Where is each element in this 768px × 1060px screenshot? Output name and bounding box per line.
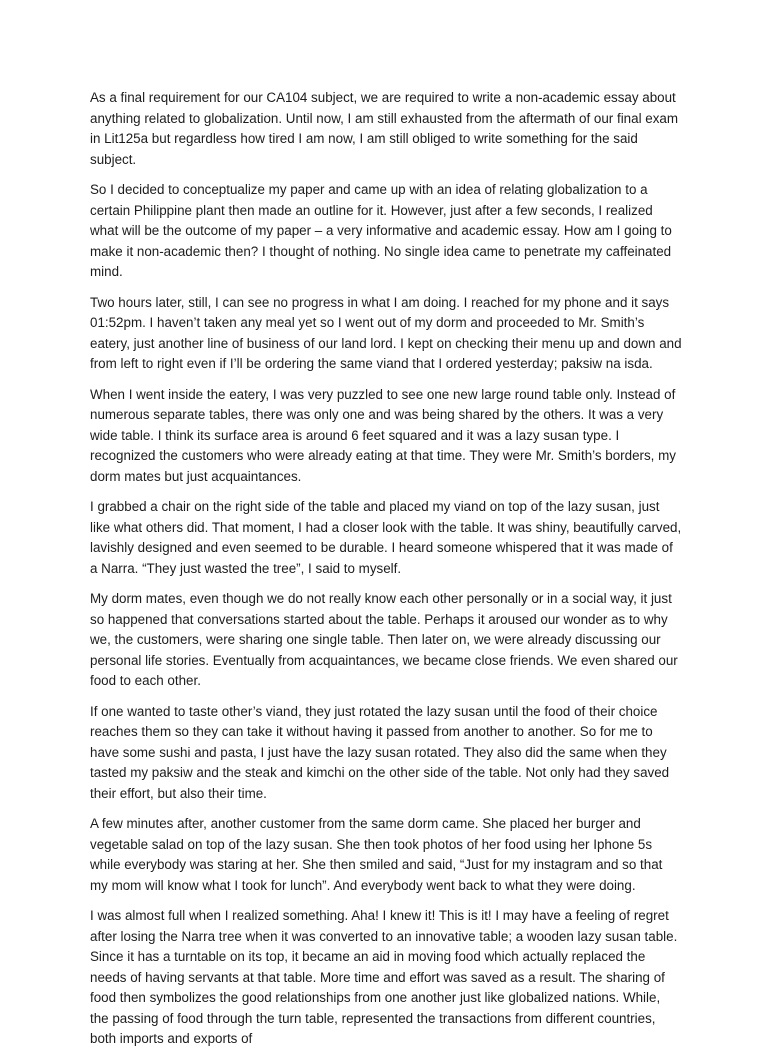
paragraph-8: A few minutes after, another customer from the same dorm came. She placed her burger and vegetable salad on top of the lazy susan. She then took photos of her food using her Iphone 5s while everybody was staring at her. She then smiled and said, “Just for my instagram and so that my mom will know what I took for lunch”. And everybody went back to what they were doing. [90,816,663,893]
paragraph-9: I was almost full when I realized something. Aha! I knew it! This is it! I may have a feeling of regret after losing the Narra tree when it was converted to an innovative table; a wooden lazy susan table. Since it has a turntable on its top, it became an aid in moving food which actually replaced the needs of having servants at that table. More time and effort was saved as a result. The sharing of food then symbolizes the good relationships from one another just like globalized nations. While, the passing of food through the turn table, represented the transactions from different countries, both imports and exports of [90,908,678,1046]
paragraph-4: When I went inside the eatery, I was very puzzled to see one new large round table only. Instead of numerous separate tables, there was only one and was being shared by the others. It was a very wide table. I think its surface area is around 6 feet squared and it was a lazy susan type. I recognized the customers who were already eating at that time. They were Mr. Smith’s borders, my dorm mates but just acquaintances. [90,386,676,484]
paragraph-2: So I decided to conceptualize my paper and came up with an idea of relating globalization to a certain Philippine plant then made an outline for it. However, just after a few seconds, I realized what will be the outcome of my paper – a very informative and academic essay. How am I going to make it non-academic then? I thought of nothing. No single idea came to penetrate my caffeinated mind. [90,182,672,279]
essay-page [90,88,682,1060]
paragraph-7: If one wanted to taste other’s viand, they just rotated the lazy susan until the food of their choice reaches them so they can take it without having it passed from another to another. So for me to have some sushi and pasta, I just have the lazy susan rotated. They also did the same when they tasted my paksiw and the steak and kimchi on the other side of the table. Not only had they saved their effort, but also their time. [90,703,670,801]
paragraph-3: Two hours later, still, I can see no progress in what I am doing. I reached for my phone and it says 01:52pm. I haven’t taken any meal yet so I went out of my dorm and proceeded to Mr. Smith’s eatery, just another line of business of our land lord. I kept on checking their menu up and down and from left to right even if I’ll be ordering the same viand that I ordered yesterday; paksiw na isda. [90,294,682,371]
paragraph-6: My dorm mates, even though we do not really know each other personally or in a social way, it just so happened that conversations started about the table. Perhaps it aroused our wonder as to why we, the customers, were sharing one single table. Then later on, we were already discussing our personal life stories. Eventually from acquaintances, we became close friends. We even shared our food to each other. [90,591,678,688]
paragraph-5: I grabbed a chair on the right side of the table and placed my viand on top of the lazy susan, just like what others did. That moment, I had a closer look with the table. It was shiny, beautifully carved, lavishly designed and even seemed to be durable. I heard someone whispered that it was made of a Narra. “They just wasted the tree”, I said to myself. [90,499,682,576]
paragraph-1: As a final requirement for our CA104 subject, we are required to write a non-academic essay about anything related to globalization. Until now, I am still exhausted from the aftermath of our final exam in Lit125a but regardless how tired I am now, I am still obliged to write something for the said subject. [90,90,679,167]
